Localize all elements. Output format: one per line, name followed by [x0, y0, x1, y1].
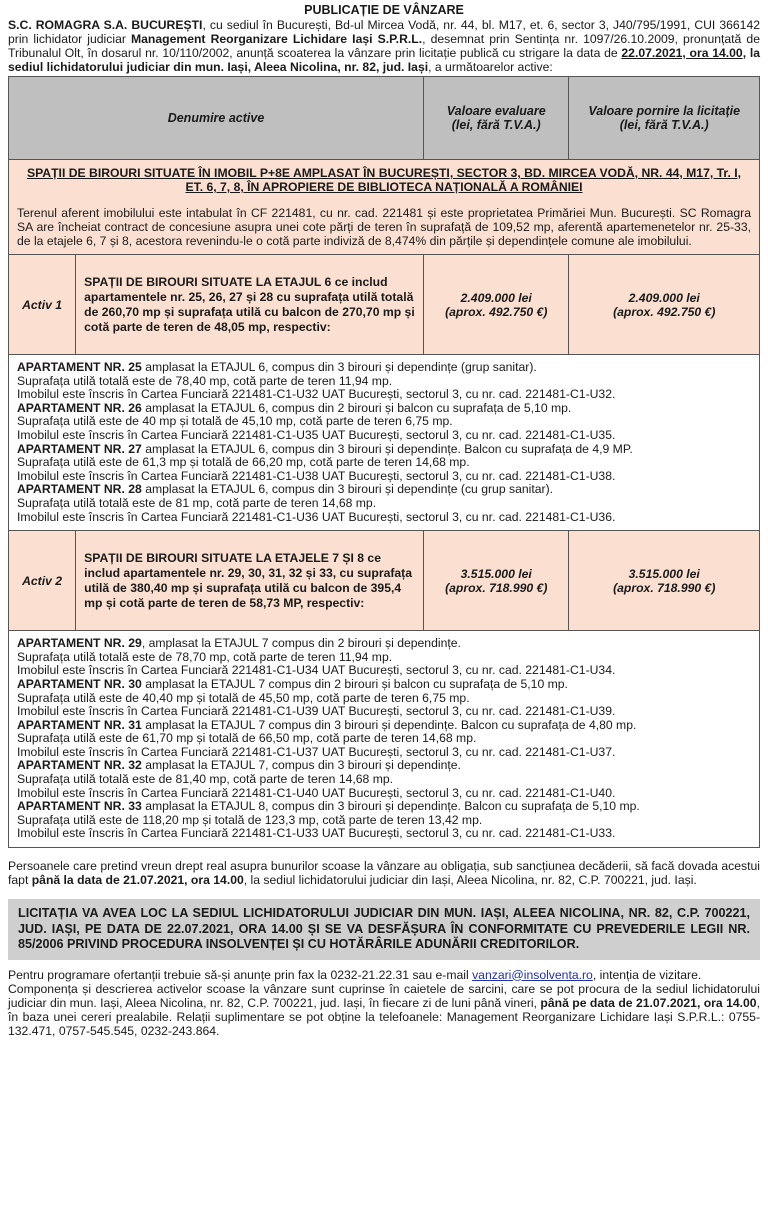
email-link[interactable]: vanzari@insolventa.ro	[472, 967, 593, 982]
auction-location: , la sediul lichidatorului judiciar din mun. Iași, Aleea Nicolina, nr. 82, jud. Iași	[8, 46, 761, 74]
apartment-line: APARTAMENT NR. 25 amplasat la ETAJUL 6, compus din 3 birouri și dependințe (grup sanitar).	[17, 360, 537, 374]
apartment-line: Suprafața utilă totală este de 81,40 mp, cotă parte de teren 14,68 mp.	[17, 772, 394, 787]
asset-evaluated-value: 3.515.000 lei (aprox. 718.990 €)	[424, 531, 569, 631]
intro-text-3: , a următoarelor active:	[428, 60, 553, 74]
apartment-line: Imobilul este înscris în Cartea Funciară 221481-C1-U34 UAT București, sectorul 3, cu nr. cad. 221481-C1-U34.	[17, 663, 616, 678]
apartment-line: Imobilul este înscris în Cartea Funciară 221481-C1-U33 UAT București, sectorul 3, cu nr. cad. 221481-C1-U33.	[17, 826, 616, 841]
apartment-line: APARTAMENT NR. 27 amplasat la ETAJUL 6, compus din 3 birouri și dependințe. Balcon cu suprafața de 4,9 MP.	[17, 441, 633, 456]
apartment-line: APARTAMENT NR. 33 amplasat la ETAJUL 8, compus din 3 birouri și dependințe. Balcon cu suprafața de 5,10 mp.	[17, 799, 640, 814]
asset-label: Activ 1	[9, 255, 76, 355]
asset-row-2	[9, 531, 760, 631]
apartment-line: Suprafața utilă este de 40,40 mp și totală de 45,50 mp, cotă parte de teren 6,75 mp.	[17, 690, 470, 705]
header-asset-name: Denumire active	[9, 77, 424, 160]
docs-paragraph: Componența și descrierea activelor scoase la vânzare sunt cuprinse în caietele de sarcini, care se pot procura de la sediul lichidatorului judiciar din mun. Iași, Aleea Nicolina, nr. 82, C.P. 700221, jud. Iași, în fiecare zi de luni până vineri, până pe data de 21.07.2021, ora 14.00, în baza unei cereri prealabile. Relații suplimentare se pot obține la telefoanele: Management Reorganizare Lichidare Iași S.P.R.L.: 0755-132.471, 0757-545.545, 0232-243.864.	[8, 981, 760, 1038]
apartment-line: Imobilul este înscris în Cartea Funciară 221481-C1-U32 UAT București, sectorul 3, cu nr. cad. 221481-C1-U32.	[17, 387, 616, 402]
assets-table	[8, 76, 760, 848]
apartment-line: Imobilul este înscris în Cartea Funciară 221481-C1-U35 UAT București, sectorul 3, cu nr. cad. 221481-C1-U35.	[17, 427, 616, 442]
auction-date: 22.07.2021, ora 14.00	[621, 46, 743, 60]
asset-start-value: 3.515.000 lei (aprox. 718.990 €)	[569, 531, 760, 631]
claims-deadline: până la data de 21.07.2021, ora 14.00	[31, 873, 244, 888]
apartment-line: APARTAMENT NR. 29, amplasat la ETAJUL 7 compus din 2 birouri și dependințe.	[17, 636, 461, 651]
apartment-line: Imobilul este înscris în Cartea Funciară 221481-C1-U36 UAT București, sectorul 3, cu nr. cad. 221481-C1-U36.	[17, 509, 616, 524]
apartment-line: Imobilul este înscris în Cartea Funciară 221481-C1-U40 UAT București, sectorul 3, cu nr. cad. 221481-C1-U40.	[17, 785, 616, 800]
apartment-line: APARTAMENT NR. 30 amplasat la ETAJUL 7 compus din 2 birouri și balcon cu suprafața de 5,10 mp.	[17, 676, 568, 691]
claims-paragraph: Persoanele care pretind vreun drept real asupra bunurilor scoase la vânzare au obligația, sub sancțiunea decăderii, să facă dovada acestui fapt până la data de 21.07.2021, ora 14.00, la sediul lichidatorului judiciar din Iași, Aleea Nicolina, nr. 82, C.P. 700221, jud. Iași.	[8, 859, 760, 888]
apartment-line: APARTAMENT NR. 28 amplasat la ETAJUL 6, compus din 3 birouri și dependințe (cu grup sanitar).	[17, 482, 554, 497]
apartment-line: Suprafața utilă totală este de 78,70 mp, cotă parte de teren 11,94 mp.	[17, 649, 393, 664]
company-name: S.C. ROMAGRA S.A. BUCUREȘTI	[8, 18, 203, 32]
auction-notice: LICITAȚIA VA AVEA LOC LA SEDIUL LICHIDATORULUI JUDICIAR DIN MUN. IAȘI, ALEEA NICOLINA, NR. 82, C.P. 700221, JUD. IAȘI, PE DATA DE 22.07.2021, ORA 14.00 ȘI SE VA DESFĂȘURA ÎN CONFORMITATE CU PREVEDERILE LEGII NR. 85/2006 PRIVIND PROCEDURA INSOLVENȚEI ȘI CU HOTĂRÂRILE ADUNĂRII CREDITORILOR.	[8, 899, 760, 960]
apartment-line: Imobilul este înscris în Cartea Funciară 221481-C1-U38 UAT București, sectorul 3, cu nr. cad. 221481-C1-U38.	[17, 468, 616, 483]
asset-row-1	[9, 255, 760, 355]
contact-paragraph: Pentru programare ofertanții trebuie să-și anunțe prin fax la 0232-21.22.31 sau e-mail vanzari@insolventa.ro, intenția de vizitare.	[8, 967, 702, 982]
asset-label: Activ 2	[9, 531, 76, 631]
apartment-line: Suprafața utilă totală este de 78,40 mp, cotă parte de teren 11,94 mp.	[17, 373, 393, 388]
asset-description: SPAȚII DE BIROURI SITUATE LA ETAJELE 7 ȘI 8 ce includ apartamentele nr. 29, 30, 31, 32 și 33, cu suprafața utilă de 380,40 mp și suprafața utilă cu balcon de 395,4 mp și cotă parte de teren de 58,73 MP, respectiv:	[76, 531, 424, 631]
header-evaluated-value: Valoare evaluare (lei, fără T.V.A.)	[424, 77, 569, 160]
apartment-line: Suprafața utilă este de 118,20 mp și totală de 123,3 mp, cotă parte de teren 13,42 mp.	[17, 812, 483, 827]
apartment-line: Suprafața utilă este de 40 mp și totală de 45,10 mp, cotă parte de teren 6,75 mp.	[17, 414, 453, 429]
apartment-line: Suprafața utilă este de 61,3 mp și totală de 66,20 mp, cotă parte de teren 14,68 mp.	[17, 455, 470, 470]
intro-paragraph	[8, 18, 760, 74]
asset-description: SPAȚII DE BIROURI SITUATE LA ETAJUL 6 ce includ apartamentele nr. 25, 26, 27 și 28 cu suprafața utilă totală de 260,70 mp și suprafața utilă cu balcon de 270,70 mp și cotă parte de teren de 48,05 mp, respectiv:	[76, 255, 424, 355]
apartment-line: APARTAMENT NR. 32 amplasat la ETAJUL 7, compus din 3 birouri și dependințe.	[17, 758, 461, 773]
apartment-line: APARTAMENT NR. 26 amplasat la ETAJUL 6, compus din 2 birouri și balcon cu suprafața de 5,10 mp.	[17, 400, 572, 415]
asset-1-apartments	[9, 355, 760, 531]
section-description: Terenul aferent imobilului este intabulat în CF 221481, cu nr. cad. 221481 și este proprietatea Primăriei Mun. București. SC Romagra SA are încheiat contract de concesiune asupra unei cote părți de teren în suprafață de 109,52 mp, aferentă apartemenetelor nr. 25-33, de la etajele 6, 7 și 8, acestora revenindu-le o cotă parte indiviză de 8,474% din părțile și dependințele comune ale imobilului.	[17, 206, 751, 248]
apartment-line: Imobilul este înscris în Cartea Funciară 221481-C1-U37 UAT București, sectorul 3, cu nr. cad. 221481-C1-U37.	[17, 744, 616, 759]
section-title: SPAȚII DE BIROURI SITUATE ÎN IMOBIL P+8E AMPLASAT ÎN BUCUREȘTI, SECTOR 3, BD. MIRCEA VODĂ, NR. 44, M17, Tr. I, ET. 6, 7, 8, ÎN APROPIERE DE BIBLIOTECA NAȚIONALĂ A ROMÂNIEI	[26, 166, 742, 194]
liquidator-name: Management Reorganizare Lichidare Iași S.P.R.L.	[131, 32, 423, 46]
asset-2-apartments	[9, 631, 760, 848]
asset-evaluated-value: 2.409.000 lei (aprox. 492.750 €)	[424, 255, 569, 355]
apartment-line: Imobilul este înscris în Cartea Funciară 221481-C1-U39 UAT București, sectorul 3, cu nr. cad. 221481-C1-U39.	[17, 704, 616, 719]
intro-text-2: , desemnat prin Sentința nr. 1097/26.10.2009, pronunțată de Tribunalul Olt, în dosarul nr. 10/110/2002, anunță scoaterea la vânzare prin licitație publică cu strigare la data de	[8, 32, 760, 60]
apartment-line: Suprafața utilă este de 61,70 mp și totală de 66,50 mp, cotă parte de teren 14,68 mp.	[17, 731, 477, 746]
section-row	[9, 160, 760, 255]
document	[8, 0, 760, 1038]
intro-text-1: , cu sediul în București, Bd-ul Mircea Vodă, nr. 44, bl. M17, et. 6, sector 3, J40/795/1991, CUI 366142 prin lichidator judiciar	[8, 18, 760, 46]
header-start-value: Valoare pornire la licitație (lei, fără T.V.A.)	[569, 77, 760, 160]
docs-deadline: până pe data de 21.07.2021, ora 14.00	[540, 995, 757, 1010]
footer	[8, 968, 760, 1038]
apartment-line: APARTAMENT NR. 31 amplasat la ETAJUL 7 compus din 3 birouri și dependințe. Balcon cu suprafața de 4,80 mp.	[17, 717, 637, 732]
table-header	[9, 77, 760, 160]
apartment-line: Suprafața utilă totală este de 81 mp, cotă parte de teren 14,68 mp.	[17, 495, 377, 510]
page-title: PUBLICAȚIE DE VÂNZARE	[304, 3, 464, 17]
asset-start-value: 2.409.000 lei (aprox. 492.750 €)	[569, 255, 760, 355]
